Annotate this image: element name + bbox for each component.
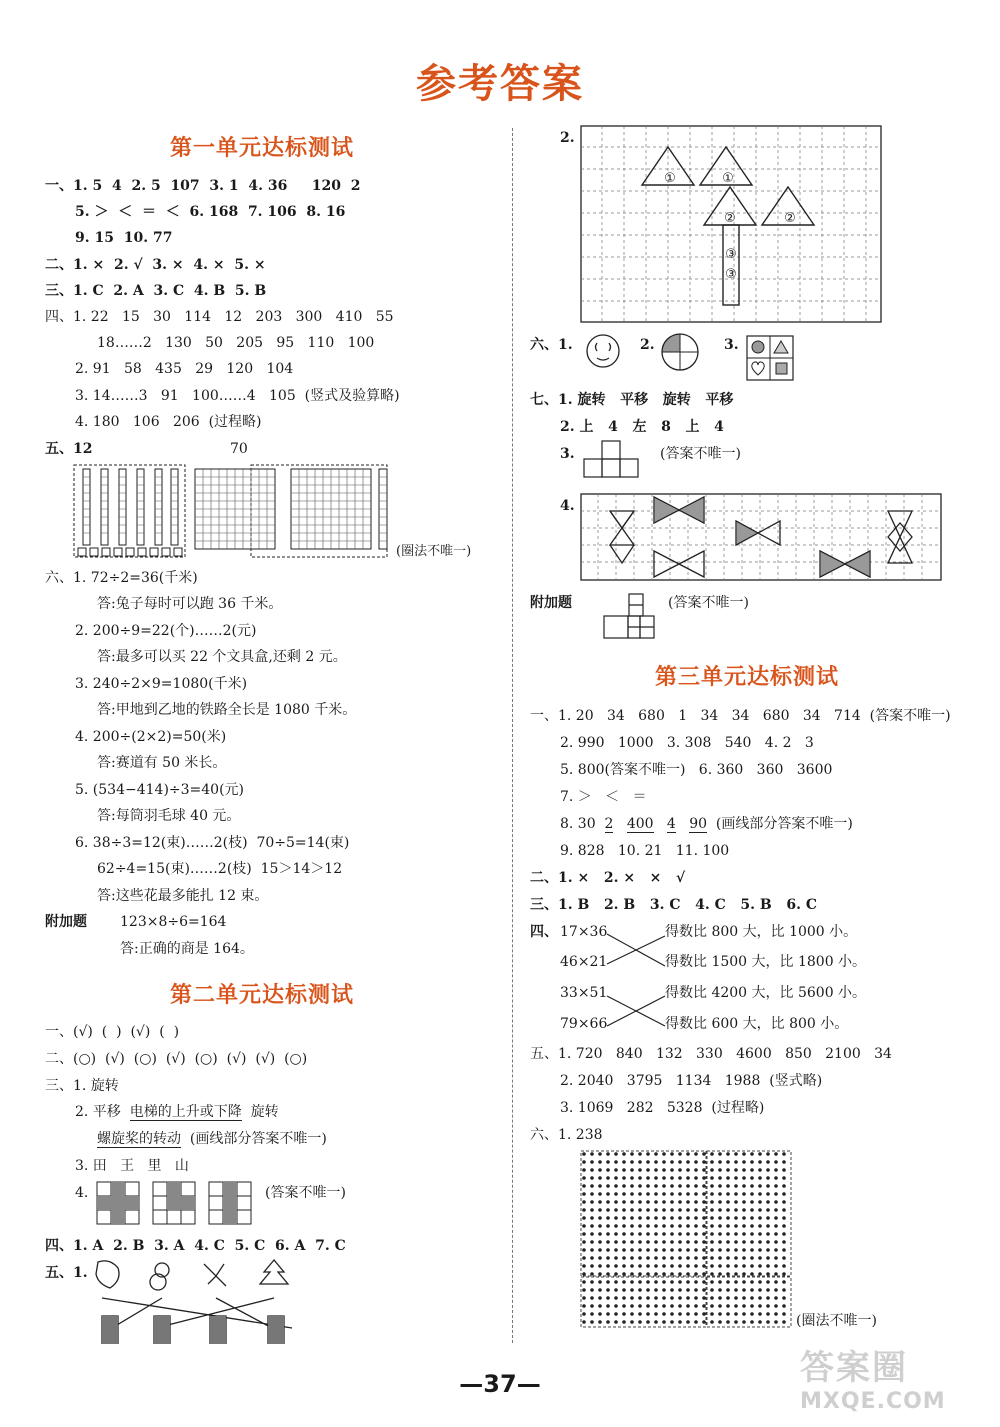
unit3-q1-line5-u1: 2 [604, 816, 614, 832]
unit2-q3-line5: 4. [75, 1185, 89, 1201]
unit1-q5-prefix: 五、12 [45, 441, 93, 457]
unit1-q2: 二、1. × 2. √ 3. × 4. × 5. × [45, 257, 266, 273]
shape-label-3b: ③ [725, 267, 737, 282]
right-q7-line3: 3. [560, 446, 575, 462]
unit3-q1-line5-u2: 400 [626, 816, 654, 832]
unit3-q4-right-3: 得数比 4200 大，比 5600 小。 [665, 985, 867, 1001]
unit3-q4-prefix: 四、 [530, 924, 558, 940]
right-q7-line1: 七、1. 旋转 平移 旋转 平移 [530, 392, 734, 408]
unit2-q2: 二、(○) (√) (○) (√) (○) (√) (√) (○) [45, 1051, 308, 1067]
unit1-q4-line5: 4. 180 106 206 (过程略) [75, 414, 262, 430]
right-q7-line4: 4. [560, 498, 575, 514]
unit1-q6-a4-answer: 答:赛道有 50 米长。 [97, 755, 227, 771]
unit2-q1: 一、(√) ( ) (√) ( ) [45, 1024, 180, 1040]
unit3-title: 第三单元达标测试 [655, 665, 840, 690]
right-extra-label: 附加题 [530, 595, 572, 611]
column-divider [512, 128, 513, 1343]
unit2-q3-line5-note: (答案不唯一) [265, 1185, 346, 1201]
unit1-q6-a5: 5. (534−414)÷3=40(元) [75, 782, 245, 798]
window-patterns-figure [96, 1180, 256, 1228]
shape-label-3a: ③ [725, 247, 737, 262]
right-q7-line2: 2. 上 4 左 8 上 4 [560, 419, 724, 435]
unit3-q6-note: (圈法不唯一) [796, 1313, 877, 1329]
watermark-line2: MXQE.COM [800, 1389, 946, 1414]
unit1-q5-value: 70 [230, 441, 248, 457]
unit3-q5-line3: 3. 1069 282 5328 (过程略) [560, 1100, 765, 1116]
unit3-q3: 三、1. B 2. B 3. C 4. C 5. B 6. C [530, 897, 817, 913]
unit1-q6-a1: 六、1. 72÷2=36(千米) [45, 570, 198, 586]
unit1-q5-note: (圈法不唯一) [396, 544, 472, 559]
matching-shapes-figure [92, 1258, 312, 1344]
unit1-q6-a3-answer: 答:甲地到乙地的铁路全长是 1080 千米。 [97, 702, 357, 718]
unit1-q6-a4: 4. 200÷(2×2)=50(米) [75, 729, 227, 745]
unit3-q1-line5-a: 8. 30 [560, 816, 605, 832]
place-value-blocks-figure [73, 463, 398, 558]
unit3-q1-line3: 5. 800(答案不唯一) 6. 360 360 3600 [560, 762, 833, 778]
unit1-extra-label: 附加题 [45, 914, 87, 930]
right-q6-line3: 3. [724, 337, 739, 353]
shape-label-2b: ② [784, 211, 796, 226]
unit2-q3-line1: 三、1. 旋转 [45, 1078, 119, 1094]
unit1-q1-line2: 5. ＞ ＜ ＝ ＜ 6. 168 7. 106 8. 16 [75, 204, 346, 220]
unit3-q6-line1: 六、1. 238 [530, 1127, 603, 1143]
unit3-q4-left-3: 33×51 [560, 985, 608, 1001]
right-extra-note: (答案不唯一) [668, 595, 749, 611]
right-q6-line2: 2. [640, 337, 655, 353]
unit2-q3-line3-underlined: 螺旋桨的转动 [97, 1131, 181, 1147]
unit3-q1-line4: 7. ＞ ＜ ＝ [560, 789, 647, 805]
unit1-q6-a2-answer: 答:最多可以买 22 个文具盒,还剩 2 元。 [97, 649, 347, 665]
unit1-extra-answer: 答:正确的商是 164。 [120, 941, 254, 957]
unit2-q3-line2 [75, 1102, 279, 1122]
right-q6-prefix: 六、1. [530, 337, 573, 353]
shape-tiles-figure [746, 335, 796, 383]
unit1-q6-a6: 6. 38÷3=12(束)……2(枝) 70÷5=14(束) [75, 835, 350, 851]
watermark-line1: 答案圈 [800, 1348, 908, 1388]
unit3-q2: 二、1. × 2. × × √ [530, 870, 686, 886]
unit3-q1-line6: 9. 828 10. 21 11. 100 [560, 843, 730, 859]
unit3-q1-line5-b: (画线部分答案不唯一) [707, 816, 853, 832]
dot-array-figure [580, 1150, 795, 1330]
unit2-q3-line3-b: (画线部分答案不唯一) [181, 1131, 327, 1147]
unit1-q6-a5-answer: 答:每筒羽毛球 40 元。 [97, 808, 241, 824]
unit2-title: 第二单元达标测试 [170, 983, 355, 1008]
unit1-q1-line1: 一、1. 5 4 2. 5 107 3. 1 4. 36 120 2 [45, 178, 361, 194]
shape-label-2a: ② [724, 211, 736, 226]
unit1-q4-line1: 四、1. 22 15 30 114 12 203 300 410 55 [45, 309, 394, 325]
unit3-q4-left-4: 79×66 [560, 1016, 608, 1032]
unit1-q6-a1-answer: 答:兔子每时可以跑 36 千米。 [97, 596, 283, 612]
cube-view-figure [582, 440, 642, 482]
unit1-q3: 三、1. C 2. A 3. C 4. B 5. B [45, 283, 267, 299]
unit3-q4-right-2: 得数比 1500 大，比 1800 小。 [665, 954, 867, 970]
watermark [800, 1340, 990, 1414]
unit3-q1-line2: 2. 990 1000 3. 308 540 4. 2 3 [560, 735, 814, 751]
unit3-q5-line2: 2. 2040 3795 1134 1988 (竖式略) [560, 1073, 823, 1089]
translation-grid-figure [580, 125, 885, 325]
unit2-q4: 四、1. A 2. B 3. A 4. C 5. C 6. A 7. C [45, 1238, 346, 1254]
right-q7-line3-note: (答案不唯一) [660, 446, 741, 462]
unit1-q6-a6-b: 62÷4=15(束)……2(枝) 15＞14＞12 [97, 861, 343, 877]
extra-cube-figure [602, 592, 656, 642]
face-circle-figure [585, 333, 621, 369]
unit3-q1-line5-u4: 90 [689, 816, 708, 832]
shape-label-1b: ① [722, 171, 734, 186]
unit3-q4-left-2: 46×21 [560, 954, 608, 970]
page-title: 参考答案 [416, 61, 584, 107]
unit3-q5-line1: 五、1. 720 840 132 330 4600 850 2100 34 [530, 1046, 892, 1062]
unit3-q4-right-4: 得数比 600 大，比 800 小。 [665, 1016, 849, 1032]
unit3-q4-left-1: 17×36 [560, 924, 608, 940]
unit1-q4-line2: 18……2 130 50 205 95 110 100 [97, 335, 375, 351]
unit1-q4-line4: 3. 14……3 91 100……4 105 (竖式及验算略) [75, 388, 400, 404]
unit3-q1-line5-u3: 4 [666, 816, 676, 832]
page-number: —37— [459, 1370, 541, 1398]
unit1-q6-a3: 3. 240÷2×9=1080(千米) [75, 676, 248, 692]
shape-label-1a: ① [664, 171, 676, 186]
unit2-q3-line2-b: 旋转 [241, 1104, 279, 1120]
unit2-q3-line2-a: 2. 平移 [75, 1104, 130, 1120]
matching-lines-figure [605, 926, 667, 1030]
unit2-q5: 五、1. [45, 1265, 88, 1281]
unit1-q6-a2: 2. 200÷9=22(个)……2(元) [75, 623, 257, 639]
unit2-q3-line2-underlined: 电梯的上升或下降 [129, 1104, 242, 1120]
unit1-q1-line3: 9. 15 10. 77 [75, 230, 173, 246]
shaded-circle-figure [660, 332, 700, 372]
unit3-q1-line5 [560, 814, 853, 834]
unit2-q3-line3 [97, 1129, 327, 1149]
unit1-q6-a6-answer: 答:这些花最多能扎 12 束。 [97, 888, 269, 904]
unit3-q4-right-1: 得数比 800 大，比 1000 小。 [665, 924, 858, 940]
bowtie-grid-figure [580, 493, 945, 585]
unit2-q3-line4: 3. 田 王 里 山 [75, 1158, 189, 1174]
right-q2-label: 2. [560, 130, 575, 146]
unit1-extra-equation: 123×8÷6=164 [120, 914, 227, 930]
unit1-q4-line3: 2. 91 58 435 29 120 104 [75, 361, 294, 377]
unit3-q1-line1: 一、1. 20 34 680 1 34 34 680 34 714 (答案不唯一) [530, 708, 951, 724]
unit1-title: 第一单元达标测试 [170, 136, 355, 161]
